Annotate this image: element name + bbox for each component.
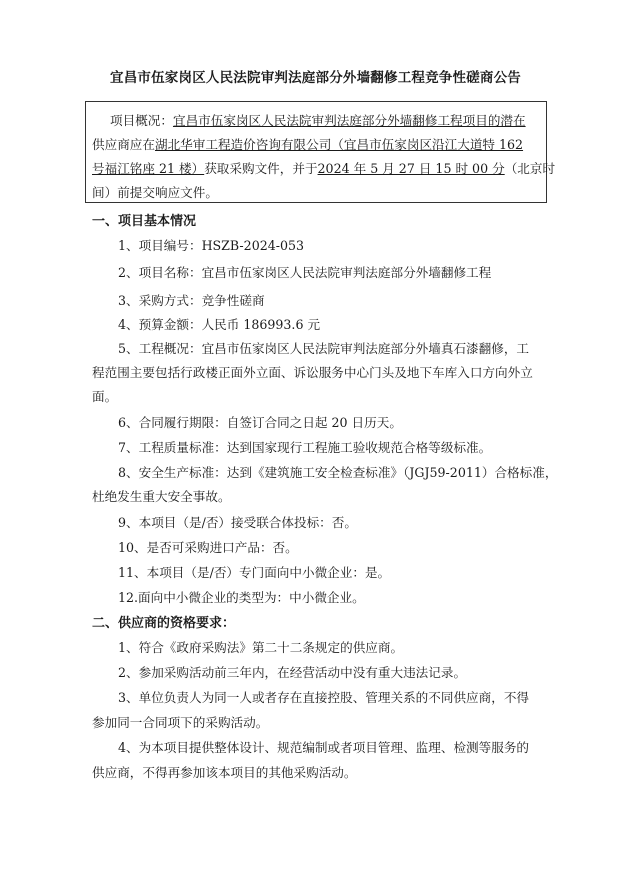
section-2-heading: 二、供应商的资格要求： [92,616,236,631]
item-9: 9、本项目（是/否）接受联合体投标：否。 [118,515,357,530]
section-1-heading: 一、项目基本情况 [92,214,197,229]
overview-label: 项目概况： [110,113,173,128]
requirement-2: 2、参加采购活动前三年内，在经营活动中没有重大违法记录。 [118,665,467,680]
item-8-line-1: 8、安全生产标准：达到《建筑施工安全检查标准》（JGJ59-2011）合格标准， [118,465,558,480]
overview-deadline-link: 2024 年 5 月 27 日 15 时 00 分 [317,161,505,176]
requirement-4-line-1: 4、为本项目提供整体设计、规范编制或者项目管理、监理、检测等服务的 [118,740,530,755]
requirement-1: 1、符合《政府采购法》第二十二条规定的供应商。 [118,640,404,655]
item-5-line-1: 5、工程概况：宜昌市伍家岗区人民法院审判法庭部分外墙真石漆翻修，工 [118,341,530,356]
overview-project-link: 宜昌市伍家岗区人民法院审判法庭部分外墙翻修工程项目的潜在 [172,113,526,128]
overview-line-3 [92,158,555,177]
requirement-3-line-2: 参加同一合同项下的采购活动。 [92,715,269,730]
overview-agency-link: 湖北华审工程造价咨询有限公司（宜昌市伍家岗区沿江大道特 162 [154,137,524,152]
item-5-line-3: 面。 [92,389,118,404]
item-3: 3、采购方式：竞争性磋商 [118,293,265,308]
overview-text-d: 间）前提交响应文件。 [92,185,218,200]
item-8-line-2: 杜绝发生重大安全事故。 [92,489,231,504]
item-6: 6、合同履行期限：自签订合同之日起 20 日历天。 [118,415,402,430]
page-title: 宜昌市伍家岗区人民法院审判法庭部分外墙翻修工程竞争性磋商公告 [110,70,521,86]
item-12: 12.面向中小微企业的类型为：中小微企业。 [118,590,365,605]
item-1: 1、项目编号：HSZB-2024-053 [118,238,305,253]
item-4: 4、预算金额：人民币 186993.6 元 [118,317,321,332]
overview-text-b: 获取采购文件，并于 [204,161,318,176]
requirement-3-line-1: 3、单位负责人为同一人或者存在直接控股、管理关系的不同供应商，不得 [118,690,530,705]
overview-address-link: 号福江铭座 21 楼） [92,161,205,176]
overview-text-c: （北京时 [504,161,556,176]
item-10: 10、是否可采购进口产品：否。 [118,540,298,555]
overview-line-1 [110,110,526,129]
overview-line-2 [92,134,523,153]
item-11: 11、本项目（是/否）专门面向中小微企业：是。 [118,565,391,580]
item-7: 7、工程质量标准：达到国家现行工程施工验收规范合格等级标准。 [118,440,492,455]
item-2: 2、项目名称：宜昌市伍家岗区人民法院审判法庭部分外墙翻修工程 [118,265,492,280]
overview-text-a: 供应商应在 [92,137,155,152]
item-5-line-2: 程范围主要包括行政楼正面外立面、诉讼服务中心门头及地下车库入口方向外立 [92,365,533,380]
overview-line-4 [92,182,218,201]
requirement-4-line-2: 供应商，不得再参加该本项目的其他采购活动。 [92,765,357,780]
